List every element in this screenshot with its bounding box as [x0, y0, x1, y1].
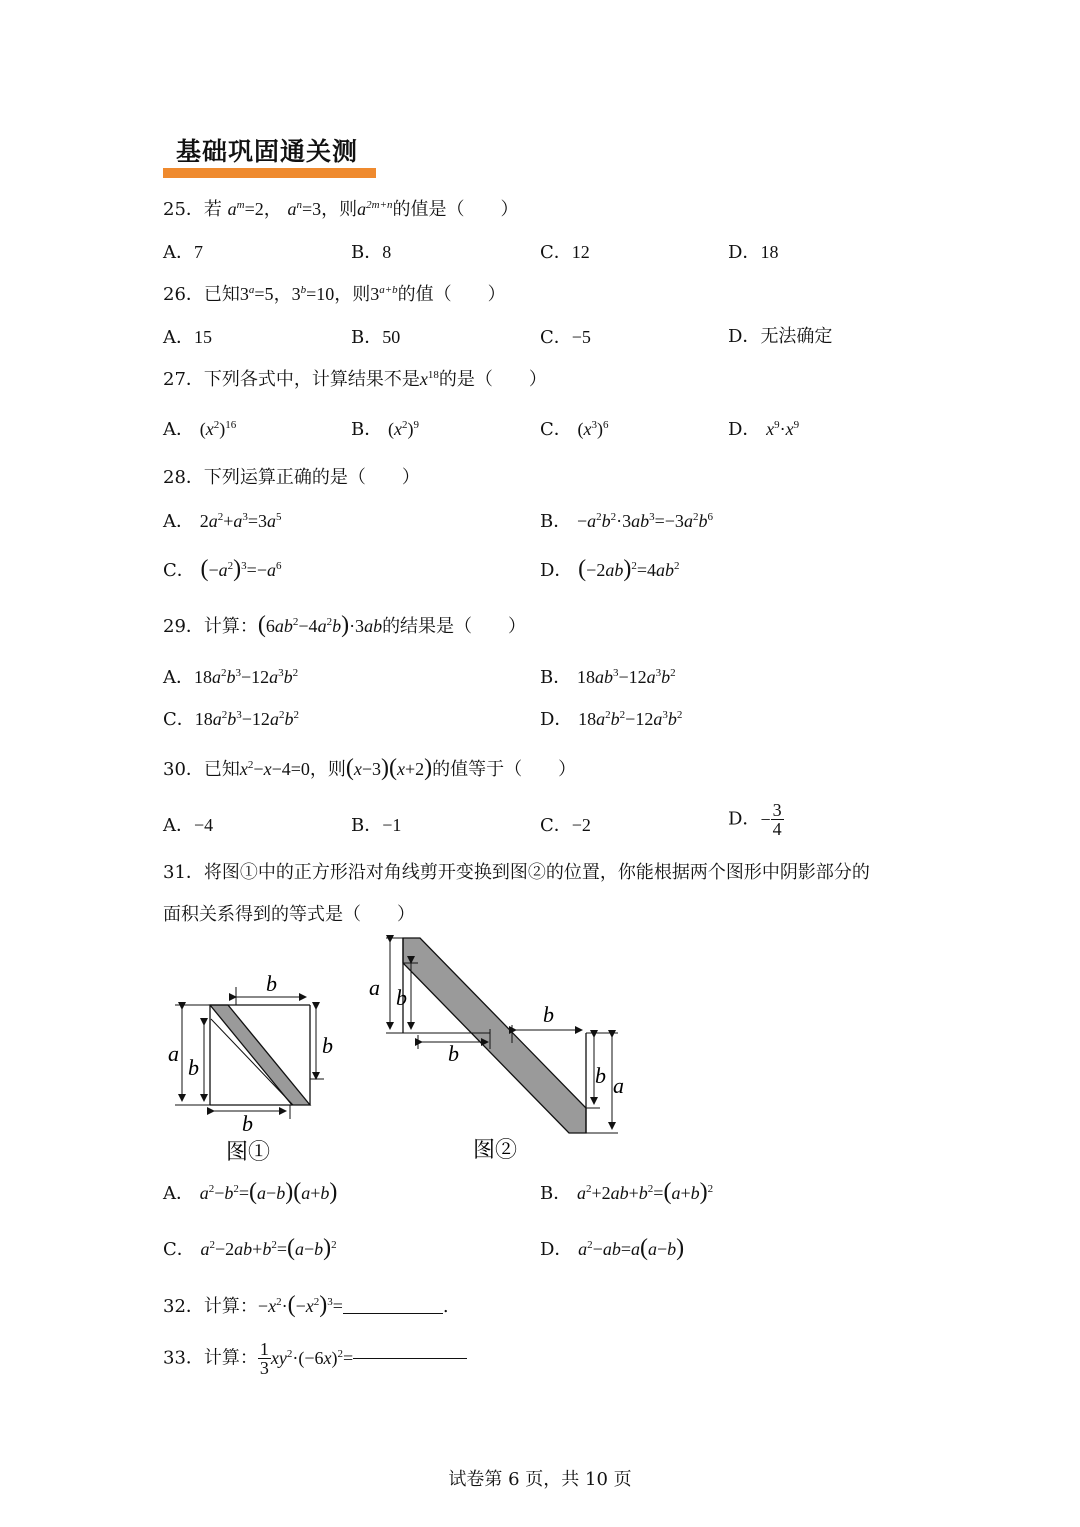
q26-text-a: 已知	[203, 284, 240, 305]
fraction-three-quarters: $\frac{3}{4}$	[772, 800, 782, 839]
q25-option-b: B．8	[351, 242, 392, 263]
fig1-caption: 图①	[226, 1139, 271, 1164]
question-31-line-2: 面积关系得到的等式是（ ）	[163, 904, 415, 925]
q26-text-b: ，	[273, 284, 292, 305]
q30-option-c: C．−2	[540, 815, 591, 836]
q31-option-d: D． $a^2-ab=a(a-b)$	[540, 1235, 685, 1261]
q26-option-c: C．−5	[540, 327, 591, 348]
q26-option-d: D．无法确定	[728, 326, 833, 347]
fig2-label-a-left: a	[369, 975, 380, 1000]
q32-answer-blank[interactable]	[343, 1313, 443, 1314]
q29-text-a: 计算：	[203, 616, 258, 637]
question-27	[163, 367, 547, 392]
question-32: 32．计算：$-x^2\cdot(-x^2)^3=$ .	[163, 1292, 449, 1318]
q25-formula-2: $a^n=3$	[287, 199, 322, 219]
question-28	[163, 466, 420, 490]
q30-text-c: 的值等于（ ）	[432, 759, 577, 780]
fig2-label-b-mid: b	[448, 1041, 459, 1066]
q30-number: 30．	[163, 759, 204, 780]
q31-option-b: B． $a^2+2ab+b^2=(a+b)^2$	[540, 1179, 714, 1205]
q27-option-a: A． $(x^2)^{16}$	[163, 419, 237, 440]
question-31-line-1: 31．将图①中的正方形沿对角线剪开变换到图②的位置，你能根据两个图形中阴影部分的	[163, 862, 870, 883]
q31-option-c: C． $a^2-2ab+b^2=(a-b)^2$	[163, 1235, 337, 1261]
q29-text-b: 的结果是（ ）	[382, 616, 527, 637]
figure-2	[369, 938, 624, 1162]
q27-option-c: C． $(x^3)^6$	[540, 419, 609, 440]
question-26	[163, 282, 506, 307]
q28-option-c: C． $(-a^2)^3=-a^6$	[163, 556, 282, 582]
q28-number: 28．	[163, 467, 204, 488]
q25-option-c: C．12	[540, 242, 590, 263]
q27-formula: $x^{18}$	[419, 369, 439, 389]
q28-option-a: A． $2a^2+a^3=3a^5$	[163, 511, 282, 532]
q26-formula-3: $3^{a+b}$	[370, 284, 398, 304]
q26-text-c: ，则	[334, 284, 371, 305]
fraction-one-third: $\frac{1}{3}$	[259, 1339, 269, 1378]
q29-option-c: C．$18a^2b^3-12a^2b^2$	[163, 709, 299, 730]
q30-text-b: ，则	[309, 759, 346, 780]
q27-option-b: B． $(x^2)^9$	[351, 419, 419, 440]
q25-formula-1: $a^m=2$	[227, 199, 264, 219]
q26-text-d: 的值（ ）	[397, 284, 506, 305]
q29-option-b: B． $18ab^3-12a^3b^2$	[540, 667, 676, 688]
fig2-shaded-strip	[403, 938, 586, 1133]
q29-number: 29．	[163, 616, 204, 637]
page-footer: 试卷第 6 页，共 10 页	[448, 1469, 632, 1490]
q30-option-b: B．−1	[351, 815, 402, 836]
q31-option-a: A． $a^2-b^2=(a-b)(a+b)$	[163, 1179, 338, 1205]
q26-option-b: B．50	[351, 327, 401, 348]
section-title-underline	[163, 168, 376, 178]
q27-option-d: D． $x^9\cdot x^9$	[728, 419, 800, 440]
fig1-label-b-top: b	[266, 971, 277, 996]
fig2-caption: 图②	[473, 1137, 518, 1162]
fig1-label-b-right: b	[322, 1033, 333, 1058]
fig2-label-a-right: a	[613, 1073, 624, 1098]
question-30	[163, 756, 576, 782]
fig1-shaded-strip	[210, 1005, 310, 1105]
question-29	[163, 613, 526, 639]
fig1-label-b-bottom: b	[242, 1111, 253, 1136]
q30-formula-2: (x−3)(x+2)	[345, 755, 433, 781]
q28-option-d: D． $(-2ab)^2=4ab^2$	[540, 556, 680, 582]
q25-option-d: D．18	[728, 242, 779, 263]
q33-answer-blank[interactable]	[353, 1358, 467, 1359]
q26-option-a: A．15	[163, 327, 212, 348]
fig1-label-b-left: b	[188, 1055, 199, 1080]
q26-formula-2: $3^b=10$	[291, 284, 335, 304]
question-25	[163, 197, 519, 222]
fig2-label-b-top: b	[543, 1002, 554, 1027]
q26-number: 26．	[163, 284, 204, 305]
q27-text-b: 的是（ ）	[438, 369, 547, 390]
fig2-label-b-left: b	[396, 985, 407, 1010]
q25-formula-3: $a^{2m+n}$	[357, 199, 393, 219]
q25-text-c: ，则	[321, 199, 358, 220]
q25-text-a: 若	[203, 199, 222, 220]
q28-text: 下列运算正确的是（ ）	[203, 467, 420, 488]
q25-text-d: 的值是（ ）	[392, 199, 519, 220]
q25-text-b: ，	[263, 199, 282, 220]
section-title: 基础巩固通关测	[176, 137, 359, 166]
q28-option-b: B． $-a^2b^2\cdot 3ab^3=-3a^2b^6$	[540, 511, 713, 532]
q30-formula-1: $x^2-x-4=0$	[239, 759, 310, 779]
q25-number: 25．	[163, 199, 204, 220]
q29-formula: $(6ab^2-4a^2b)\cdot 3ab$	[257, 612, 383, 638]
q30-option-d: D．− $\frac{3}{4}$	[728, 800, 782, 839]
q25-option-a: A．7	[163, 242, 203, 263]
question-33: 33．计算： $\frac{1}{3}$ $xy^2\cdot(-6x)^2=$	[163, 1340, 467, 1377]
q27-text-a: 下列各式中，计算结果不是	[203, 369, 420, 390]
q30-text-a: 已知	[203, 759, 240, 780]
q29-option-a: A．$18a^2b^3-12a^3b^2$	[163, 667, 299, 688]
q27-number: 27．	[163, 369, 204, 390]
fig1-label-a: a	[168, 1041, 179, 1066]
q31-figures	[150, 925, 650, 1170]
q32-formula: $-x^2\cdot(-x^2)^3=$	[257, 1292, 343, 1318]
q30-option-a: A．−4	[163, 815, 214, 836]
q29-option-d: D． $18a^2b^2-12a^3b^2$	[540, 709, 683, 730]
q26-formula-1: $3^a=5$	[239, 284, 274, 304]
fig2-label-b-right: b	[595, 1063, 606, 1088]
figure-1	[168, 971, 333, 1164]
